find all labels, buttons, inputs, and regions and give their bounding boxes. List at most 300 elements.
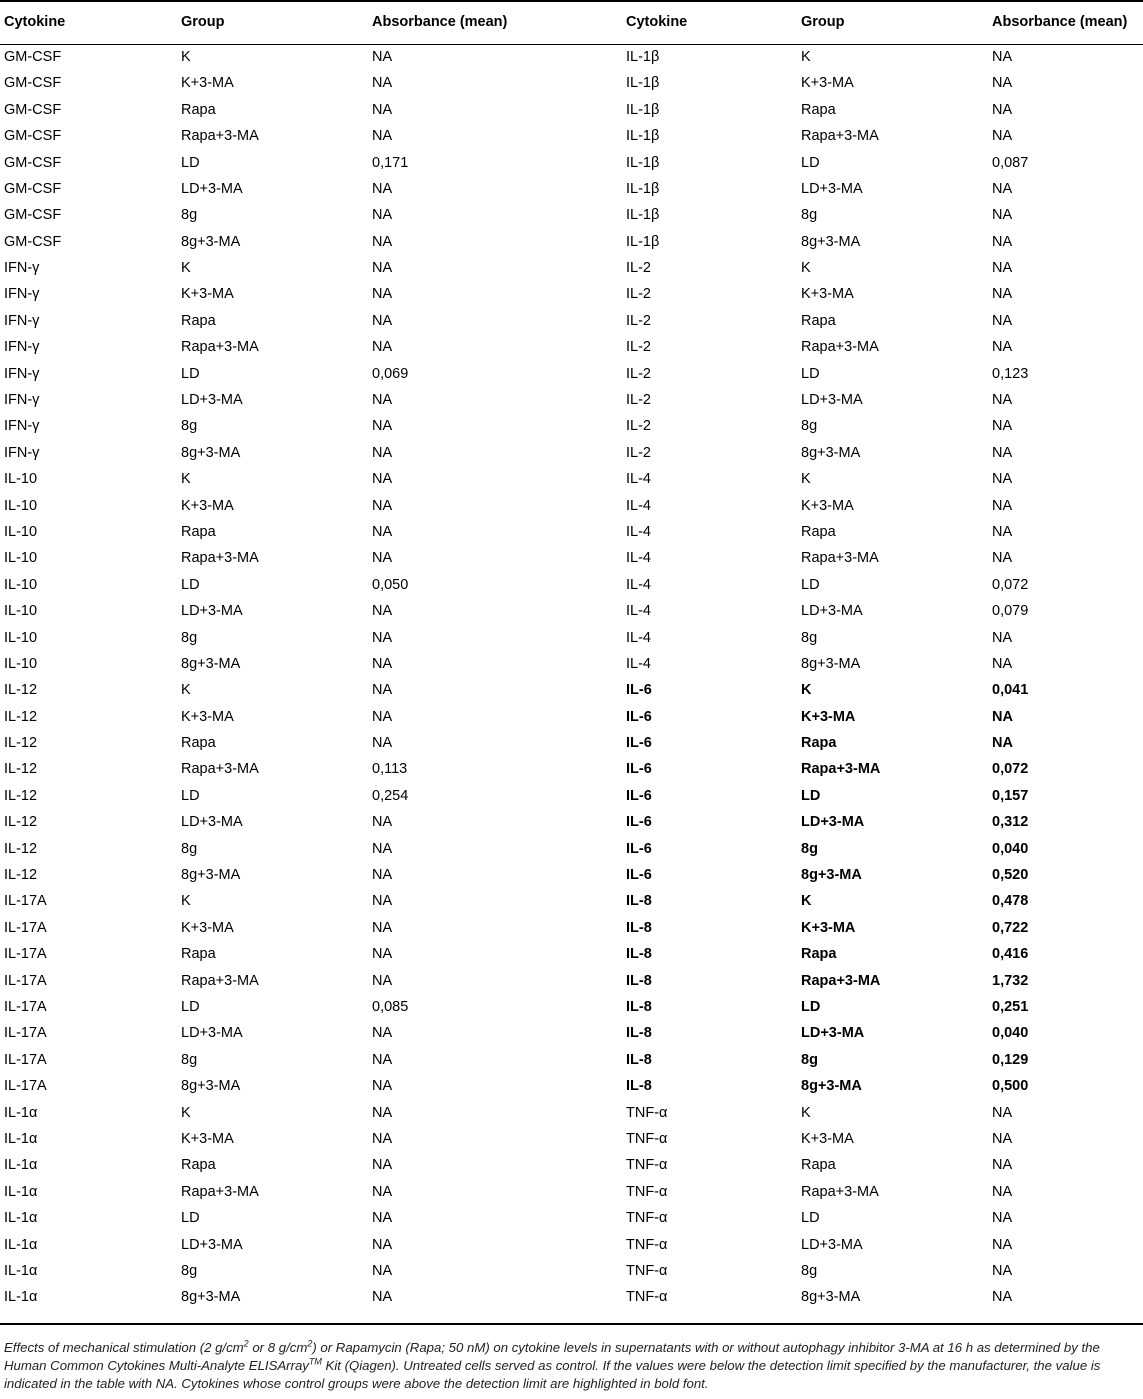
group-left-cell: LD — [181, 999, 200, 1015]
group-left-cell: K — [181, 471, 191, 488]
absorbance-left-cell: NA — [372, 1183, 393, 1200]
group-right-cell: Rapa — [801, 101, 836, 118]
cytokine-right-cell: TNF-α — [626, 1157, 668, 1174]
cytokine-left-cell: IL-17A — [4, 1025, 47, 1042]
group-right-cell: 8g — [801, 840, 818, 857]
group-right-cell: Rapa+3-MA — [801, 972, 881, 989]
group-right-cell: LD+3-MA — [801, 392, 863, 409]
table-header — [0, 0, 1143, 44]
caption-text-1: Effects of mechanical stimulation (2 g/cm — [4, 1340, 244, 1355]
group-right-cell: Rapa — [801, 1157, 836, 1174]
absorbance-left-cell: NA — [372, 75, 393, 92]
table-row — [0, 1073, 1143, 1099]
cytokine-right-cell: IL-6 — [626, 708, 652, 725]
group-right-cell: 8g+3-MA — [801, 1289, 861, 1306]
group-right-cell: Rapa+3-MA — [801, 550, 879, 567]
cytokine-left-cell: IFN-γ — [4, 260, 40, 277]
group-left-cell: 8g+3-MA — [181, 1289, 241, 1306]
absorbance-left-cell: NA — [372, 893, 393, 910]
table-row — [0, 1232, 1143, 1258]
group-left-cell: K+3-MA — [181, 708, 234, 725]
cytokine-right-cell: IL-2 — [626, 286, 651, 303]
cytokine-right-cell: IL-1β — [626, 101, 660, 118]
absorbance-left-cell: 0,113 — [372, 761, 408, 778]
absorbance-right-cell: 0,722 — [992, 919, 1029, 936]
absorbance-left-cell: NA — [372, 550, 393, 567]
cytokine-left-cell: IL-1α — [4, 1157, 38, 1174]
cytokine-right-cell: IL-8 — [626, 972, 652, 989]
absorbance-left-cell: NA — [372, 1051, 393, 1068]
absorbance-left-cell: NA — [372, 180, 393, 197]
header-absorbance-right: Absorbance (mean) — [992, 14, 1128, 30]
absorbance-right-cell: 0,416 — [992, 946, 1029, 963]
group-left-cell: K — [181, 260, 191, 277]
group-left-cell: 8g+3-MA — [181, 1078, 241, 1095]
absorbance-left-cell: NA — [372, 101, 393, 118]
table-bottom-rule — [0, 1323, 1143, 1325]
absorbance-left-cell: NA — [372, 497, 393, 514]
cytokine-right-cell: IL-8 — [626, 1025, 652, 1042]
absorbance-right-cell: NA — [992, 1104, 1013, 1121]
cytokine-left-cell: IL-12 — [4, 761, 38, 778]
cytokine-right-cell: TNF-α — [626, 1236, 668, 1253]
group-left-cell: 8g — [181, 207, 198, 224]
absorbance-right-cell: NA — [992, 550, 1013, 567]
absorbance-right-cell: NA — [992, 1157, 1013, 1174]
absorbance-left-cell: NA — [372, 1025, 393, 1042]
cytokine-right-cell: IL-4 — [626, 655, 651, 672]
cytokine-right-cell: IL-8 — [626, 919, 652, 936]
group-right-cell: K+3-MA — [801, 708, 856, 725]
group-right-cell: Rapa — [801, 312, 836, 329]
cytokine-left-cell: GM-CSF — [4, 101, 62, 118]
header-group-right: Group — [801, 14, 845, 30]
group-right-cell: Rapa+3-MA — [801, 1183, 879, 1200]
absorbance-right-cell: NA — [992, 48, 1013, 65]
group-left-cell: Rapa — [181, 312, 216, 329]
group-right-cell: 8g+3-MA — [801, 1078, 862, 1095]
absorbance-right-cell: NA — [992, 207, 1013, 224]
absorbance-right-cell: NA — [992, 735, 1013, 752]
group-right-cell: LD — [801, 154, 820, 171]
group-left-cell: Rapa+3-MA — [181, 128, 259, 145]
cytokine-left-cell: GM-CSF — [4, 128, 62, 145]
absorbance-left-cell: NA — [372, 814, 393, 831]
header-cytokine-right: Cytokine — [626, 14, 688, 30]
group-right-cell: LD+3-MA — [801, 1236, 863, 1253]
absorbance-right-cell: NA — [992, 418, 1013, 435]
group-right-cell: 8g+3-MA — [801, 655, 861, 672]
cytokine-left-cell: IL-10 — [4, 576, 38, 593]
cytokine-right-cell: TNF-α — [626, 1183, 668, 1200]
cytokine-right-cell: IL-2 — [626, 260, 651, 277]
absorbance-left-cell: NA — [372, 1104, 393, 1121]
table-row — [0, 572, 1143, 598]
table-row — [0, 466, 1143, 492]
group-right-cell: 8g+3-MA — [801, 867, 862, 884]
cytokine-right-cell: IL-1β — [626, 154, 660, 171]
table-row — [0, 704, 1143, 730]
absorbance-left-cell: NA — [372, 471, 393, 488]
cytokine-left-cell: IFN-γ — [4, 444, 40, 461]
group-left-cell: 8g+3-MA — [181, 867, 241, 884]
cytokine-left-cell: IFN-γ — [4, 312, 40, 329]
absorbance-right-cell: 0,087 — [992, 154, 1029, 171]
absorbance-right-cell: 1,732 — [992, 972, 1029, 989]
group-left-cell: 8g+3-MA — [181, 233, 241, 250]
table-row — [0, 625, 1143, 651]
cytokine-left-cell: GM-CSF — [4, 207, 62, 224]
cytokine-left-cell: IL-12 — [4, 708, 38, 725]
table-row — [0, 889, 1143, 915]
group-right-cell: 8g — [801, 207, 818, 224]
group-left-cell: 8g+3-MA — [181, 444, 241, 461]
cytokine-left-cell: IL-17A — [4, 1051, 47, 1068]
group-right-cell: LD — [801, 999, 821, 1015]
absorbance-left-cell: NA — [372, 1078, 393, 1095]
absorbance-right-cell: NA — [992, 75, 1013, 92]
absorbance-right-cell: NA — [992, 392, 1013, 409]
cytokine-left-cell: IL-17A — [4, 1078, 47, 1095]
table-row — [0, 1152, 1143, 1178]
absorbance-right-cell: 0,123 — [992, 365, 1029, 382]
group-left-cell: LD+3-MA — [181, 392, 243, 409]
table-row — [0, 677, 1143, 703]
cytokine-left-cell: IL-12 — [4, 867, 38, 884]
table-row — [0, 651, 1143, 677]
cytokine-right-cell: IL-1β — [626, 207, 660, 224]
group-left-cell: LD — [181, 787, 200, 804]
absorbance-left-cell: NA — [372, 286, 393, 303]
cytokine-right-cell: IL-4 — [626, 629, 651, 646]
absorbance-right-cell: NA — [992, 708, 1013, 725]
cytokine-left-cell: IL-10 — [4, 497, 38, 514]
cytokine-left-cell: GM-CSF — [4, 48, 62, 65]
absorbance-left-cell: NA — [372, 418, 393, 435]
group-left-cell: K+3-MA — [181, 919, 234, 936]
absorbance-right-cell: NA — [992, 629, 1013, 646]
group-right-cell: Rapa — [801, 523, 836, 540]
absorbance-left-cell: NA — [372, 840, 393, 857]
absorbance-right-cell: 0,072 — [992, 576, 1029, 593]
group-right-cell: Rapa+3-MA — [801, 128, 879, 145]
absorbance-right-cell: NA — [992, 233, 1013, 250]
cytokine-right-cell: IL-8 — [626, 1078, 652, 1095]
group-right-cell: LD+3-MA — [801, 1025, 865, 1042]
cytokine-right-cell: IL-4 — [626, 550, 651, 567]
table-row — [0, 150, 1143, 176]
absorbance-right-cell: 0,251 — [992, 999, 1029, 1015]
group-left-cell: Rapa+3-MA — [181, 550, 259, 567]
absorbance-left-cell: NA — [372, 1157, 393, 1174]
table-row — [0, 730, 1143, 756]
absorbance-right-cell: 0,312 — [992, 814, 1029, 831]
group-right-cell: Rapa — [801, 946, 837, 963]
group-left-cell: K — [181, 48, 191, 65]
group-left-cell: LD+3-MA — [181, 180, 243, 197]
cytokine-left-cell: IL-1α — [4, 1104, 38, 1121]
caption-sup-1: 2 — [243, 1338, 249, 1349]
absorbance-left-cell: NA — [372, 603, 393, 620]
table-row — [0, 941, 1143, 967]
group-right-cell: LD+3-MA — [801, 180, 863, 197]
group-right-cell: LD — [801, 787, 821, 804]
table-row — [0, 176, 1143, 202]
cytokine-left-cell: IL-1α — [4, 1130, 38, 1147]
cytokine-right-cell: IL-1β — [626, 233, 660, 250]
cytokine-right-cell: IL-8 — [626, 1051, 652, 1068]
group-left-cell: 8g — [181, 629, 198, 646]
group-left-cell: 8g — [181, 418, 198, 435]
cytokine-right-cell: IL-6 — [626, 814, 652, 831]
absorbance-right-cell: 0,041 — [992, 682, 1029, 699]
table-row — [0, 282, 1143, 308]
table-row — [0, 968, 1143, 994]
cytokine-right-cell: IL-4 — [626, 471, 651, 488]
group-left-cell: LD — [181, 1210, 200, 1227]
group-left-cell: Rapa — [181, 1157, 216, 1174]
absorbance-left-cell: NA — [372, 207, 393, 224]
cytokine-right-cell: IL-8 — [626, 946, 652, 963]
table-row — [0, 97, 1143, 123]
table-row — [0, 1258, 1143, 1284]
cytokine-right-cell: IL-2 — [626, 365, 651, 382]
table-row — [0, 44, 1143, 70]
absorbance-left-cell: NA — [372, 233, 393, 250]
cytokine-right-cell: IL-1β — [626, 128, 660, 145]
absorbance-left-cell: NA — [372, 339, 393, 356]
cytokine-left-cell: IFN-γ — [4, 418, 40, 435]
table-row — [0, 1047, 1143, 1073]
cytokine-right-cell: IL-6 — [626, 682, 652, 699]
absorbance-left-cell: NA — [372, 735, 393, 752]
group-left-cell: LD+3-MA — [181, 814, 243, 831]
cytokine-right-cell: IL-4 — [626, 497, 651, 514]
table-row — [0, 836, 1143, 862]
group-left-cell: Rapa — [181, 101, 216, 118]
absorbance-right-cell: 0,520 — [992, 867, 1029, 884]
absorbance-right-cell: 0,040 — [992, 1025, 1029, 1042]
cytokine-left-cell: IL-1α — [4, 1210, 38, 1227]
absorbance-right-cell: NA — [992, 655, 1013, 672]
group-right-cell: K+3-MA — [801, 919, 856, 936]
group-left-cell: 8g — [181, 1051, 198, 1068]
caption-sup-3: TM — [308, 1356, 322, 1367]
group-left-cell: K — [181, 893, 191, 910]
absorbance-right-cell: 0,079 — [992, 603, 1029, 620]
cytokine-right-cell: IL-6 — [626, 735, 652, 752]
table-row — [0, 440, 1143, 466]
cytokine-right-cell: IL-4 — [626, 603, 651, 620]
cytokine-right-cell: IL-1β — [626, 75, 660, 92]
table-row — [0, 1126, 1143, 1152]
cytokine-right-cell: IL-4 — [626, 523, 651, 540]
absorbance-left-cell: NA — [372, 655, 393, 672]
group-left-cell: LD+3-MA — [181, 1025, 243, 1042]
group-right-cell: K+3-MA — [801, 497, 854, 514]
absorbance-right-cell: NA — [992, 1236, 1013, 1253]
absorbance-right-cell: NA — [992, 101, 1013, 118]
cytokine-left-cell: IFN-γ — [4, 392, 40, 409]
group-left-cell: Rapa — [181, 735, 216, 752]
cytokine-left-cell: IL-10 — [4, 523, 38, 540]
absorbance-left-cell: NA — [372, 48, 393, 65]
group-left-cell: Rapa — [181, 523, 216, 540]
cytokine-right-cell: IL-1β — [626, 180, 660, 197]
table-row — [0, 757, 1143, 783]
absorbance-left-cell: NA — [372, 629, 393, 646]
table-row — [0, 123, 1143, 149]
table-row — [0, 308, 1143, 334]
group-right-cell: LD — [801, 576, 820, 593]
absorbance-right-cell: NA — [992, 312, 1013, 329]
absorbance-right-cell: NA — [992, 1289, 1013, 1306]
table-row — [0, 994, 1143, 1020]
group-right-cell: K — [801, 1104, 811, 1121]
cytokine-right-cell: TNF-α — [626, 1289, 668, 1306]
absorbance-left-cell: NA — [372, 523, 393, 540]
absorbance-right-cell: NA — [992, 180, 1013, 197]
group-right-cell: 8g+3-MA — [801, 233, 861, 250]
group-left-cell: 8g — [181, 1262, 198, 1279]
table-row — [0, 783, 1143, 809]
absorbance-right-cell: NA — [992, 444, 1013, 461]
absorbance-left-cell: NA — [372, 867, 393, 884]
absorbance-right-cell: 0,040 — [992, 840, 1029, 857]
absorbance-right-cell: NA — [992, 339, 1013, 356]
absorbance-left-cell: NA — [372, 260, 393, 277]
table-row — [0, 202, 1143, 228]
cytokine-left-cell: IL-17A — [4, 999, 47, 1015]
absorbance-left-cell: 0,171 — [372, 154, 409, 171]
cytokine-right-cell: TNF-α — [626, 1210, 668, 1227]
group-right-cell: K — [801, 682, 812, 699]
cytokine-left-cell: IL-10 — [4, 629, 38, 646]
group-right-cell: K — [801, 471, 811, 488]
group-right-cell: 8g — [801, 1262, 818, 1279]
table-row — [0, 1284, 1143, 1310]
table-row — [0, 229, 1143, 255]
absorbance-right-cell: NA — [992, 497, 1013, 514]
table-row — [0, 387, 1143, 413]
table-caption — [4, 1339, 1140, 1393]
absorbance-right-cell: NA — [992, 471, 1013, 488]
table-row — [0, 70, 1143, 96]
table-body — [0, 44, 1143, 1311]
absorbance-left-cell: NA — [372, 946, 393, 963]
cytokine-left-cell: IL-17A — [4, 946, 47, 963]
absorbance-left-cell: NA — [372, 128, 393, 145]
group-right-cell: K+3-MA — [801, 286, 854, 303]
table-row — [0, 809, 1143, 835]
group-left-cell: K+3-MA — [181, 286, 234, 303]
group-left-cell: K+3-MA — [181, 497, 234, 514]
group-right-cell: K+3-MA — [801, 75, 854, 92]
absorbance-left-cell: 0,085 — [372, 999, 409, 1015]
table-row — [0, 598, 1143, 624]
cytokine-right-cell: IL-2 — [626, 392, 651, 409]
cytokine-right-cell: TNF-α — [626, 1262, 668, 1279]
absorbance-left-cell: NA — [372, 919, 393, 936]
absorbance-right-cell: NA — [992, 1210, 1013, 1227]
group-left-cell: K — [181, 1104, 191, 1121]
group-left-cell: K — [181, 682, 191, 699]
group-right-cell: K+3-MA — [801, 1130, 854, 1147]
cytokine-left-cell: IL-12 — [4, 682, 38, 699]
header-absorbance-left: Absorbance (mean) — [372, 14, 508, 30]
table-row — [0, 1179, 1143, 1205]
group-left-cell: Rapa+3-MA — [181, 1183, 259, 1200]
cytokine-left-cell: IL-17A — [4, 972, 47, 989]
table-row — [0, 1020, 1143, 1046]
cytokine-right-cell: IL-8 — [626, 999, 652, 1015]
caption-text-3: ) or Rapamycin (Rapa; 50 nM) on cytokine levels in supernatants with or without autophagy inhibitor 3-MA at 16 h as determined by the Human Common Cytokines Multi-Analyte ELISArray — [4, 1340, 1100, 1373]
group-left-cell: K+3-MA — [181, 75, 234, 92]
cytokine-left-cell: IFN-γ — [4, 339, 40, 356]
group-left-cell: 8g+3-MA — [181, 655, 241, 672]
caption-text-2: or 8 g/cm — [248, 1340, 308, 1355]
absorbance-left-cell: NA — [372, 1210, 393, 1227]
group-left-cell: Rapa+3-MA — [181, 761, 259, 778]
cytokine-left-cell: IL-12 — [4, 840, 38, 857]
group-left-cell: LD+3-MA — [181, 603, 243, 620]
absorbance-left-cell: NA — [372, 1130, 393, 1147]
absorbance-right-cell: 0,478 — [992, 893, 1029, 910]
group-left-cell: LD — [181, 365, 200, 382]
absorbance-left-cell: NA — [372, 1289, 393, 1306]
cytokine-left-cell: GM-CSF — [4, 154, 62, 171]
cytokine-left-cell: IL-10 — [4, 550, 38, 567]
group-right-cell: Rapa+3-MA — [801, 339, 879, 356]
table-row — [0, 413, 1143, 439]
header-row — [0, 0, 1143, 44]
group-right-cell: 8g+3-MA — [801, 444, 861, 461]
group-left-cell: LD — [181, 576, 200, 593]
group-right-cell: K — [801, 48, 811, 65]
absorbance-right-cell: NA — [992, 128, 1013, 145]
absorbance-right-cell: 0,129 — [992, 1051, 1029, 1068]
absorbance-left-cell: NA — [372, 444, 393, 461]
absorbance-left-cell: 0,254 — [372, 787, 409, 804]
group-right-cell: 8g — [801, 629, 818, 646]
absorbance-right-cell: 0,072 — [992, 761, 1029, 778]
absorbance-right-cell: NA — [992, 1262, 1013, 1279]
absorbance-left-cell: 0,069 — [372, 365, 409, 382]
group-left-cell: 8g — [181, 840, 198, 857]
caption-sup-2: 2 — [307, 1338, 313, 1349]
table-row — [0, 1205, 1143, 1231]
group-left-cell: Rapa+3-MA — [181, 339, 259, 356]
group-left-cell: Rapa — [181, 946, 216, 963]
group-right-cell: 8g — [801, 1051, 818, 1068]
cytokine-left-cell: IL-10 — [4, 655, 38, 672]
cytokine-left-cell: IL-17A — [4, 893, 47, 910]
cytokine-right-cell: IL-2 — [626, 444, 651, 461]
cytokine-right-cell: IL-1β — [626, 48, 660, 65]
cytokine-left-cell: IL-12 — [4, 787, 38, 804]
group-right-cell: Rapa — [801, 735, 837, 752]
absorbance-right-cell: NA — [992, 1183, 1013, 1200]
cytokine-left-cell: IFN-γ — [4, 365, 40, 382]
absorbance-left-cell: NA — [372, 1262, 393, 1279]
cytokine-left-cell: GM-CSF — [4, 180, 62, 197]
cytokine-right-cell: IL-8 — [626, 893, 652, 910]
cytokine-left-cell: IL-10 — [4, 471, 38, 488]
cytokine-left-cell: IFN-γ — [4, 286, 40, 303]
absorbance-right-cell: NA — [992, 286, 1013, 303]
table-row — [0, 493, 1143, 519]
table-row — [0, 1100, 1143, 1126]
